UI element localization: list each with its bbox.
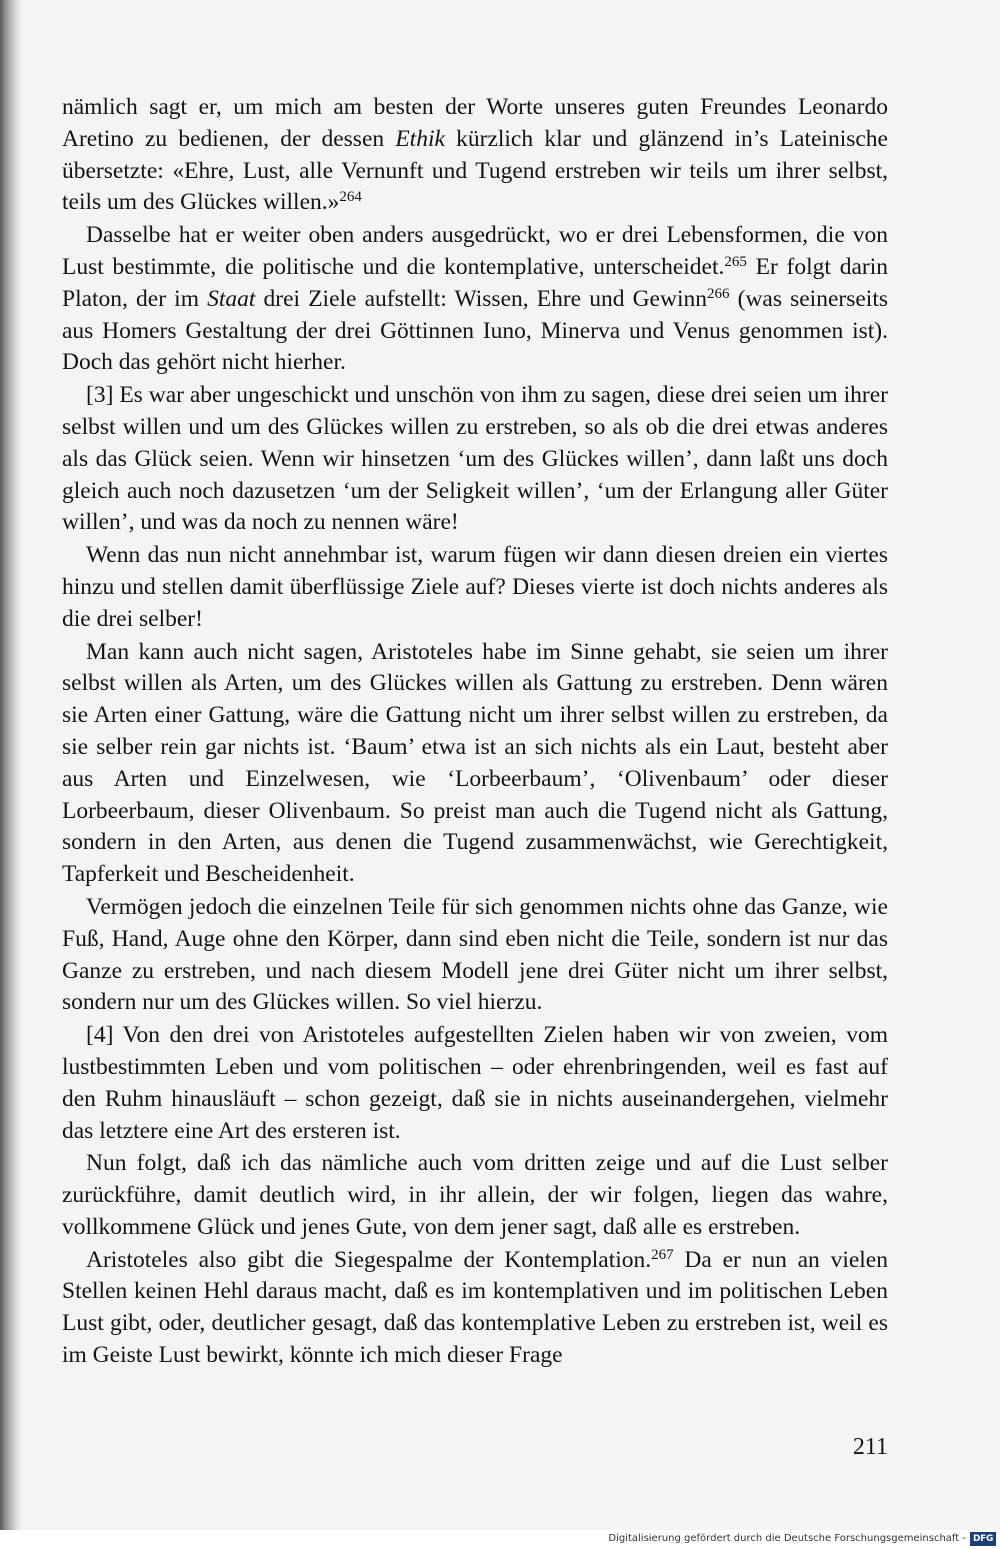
- footnote-ref-264: 264: [339, 189, 362, 206]
- paragraph-8: Nun folgt, daß ich das nämliche auch vom dritten zeige und auf die Lust selber zurückführe, damit deutlich wird, in ihr allein, der wir folgen, liegen das wahre, vollkommene Glück und jenes Gute, von dem jener sagt, daß alle es erstreben.: [62, 1150, 888, 1240]
- paragraph-9: Aristoteles also gibt die Siegespalme der Kontemplation.$^{267}$ Da er nun an vielen Stellen keinen Hehl daraus macht, daß es im kontemplativen und im politischen Leben Lust gibt, oder, deutlicher gesagt, daß das kontemplative Leben zu erstreben ist, weil es im Geiste Lust bewirkt, könnte ich mich dieser Frage: [62, 1246, 888, 1369]
- paragraph-3: [3] Es war aber ungeschickt und unschön von ihm zu sagen, diese drei seien um ihrer selbst willen und um des Glückes willen zu erstreben, so als ob die drei etwas anderes als das Glück seien. Wenn wir hinsetzen ‘um des Glückes willen’, dann laßt uns doch gleich auch noch dazusetzen ‘um der Seligkeit willen’, ‘um der Erlangung aller Güter willen’, und was da noch zu nennen wäre!: [62, 382, 888, 536]
- body-text: [62, 92, 888, 1372]
- paragraph-7: [4] Von den drei von Aristoteles aufgestellten Zielen haben wir von zweien, vom lustbestimmten Leben und vom politischen – oder ehrenbringenden, weil es fast auf den Ruhm hinausläuft – schon gezeigt, daß sie in nichts auseinandergehen, vielmehr das letztere eine Art des ersteren ist.: [62, 1022, 888, 1144]
- digitization-footer: [0, 1530, 1000, 1549]
- paragraph-5: Man kann auch nicht sagen, Aristoteles habe im Sinne gehabt, sie seien um ihrer selbst willen als Arten, um des Glückes willen als Gattung zu erstreben. Denn wären sie Arten einer Gattung, wäre die Gattung nicht um ihrer selbst willen zu erstreben, da sie selber rein gar nichts ist. ‘Baum’ etwa ist an sich nichts als ein Laut, besteht aber aus Arten und Einzelwesen, wie ‘Lorbeerbaum’, ‘Olivenbaum’ oder dieser Lorbeerbaum, dieser Olivenbaum. So preist man auch die Tugend nicht als Gattung, sondern in den Arten, aus denen die Tugend zusammenwächst, wie Gerechtigkeit, Tapferkeit und Bescheidenheit.: [62, 638, 888, 888]
- paragraph-6: Vermögen jedoch die einzelnen Teile für sich genommen nichts ohne das Ganze, wie Fuß, Hand, Auge ohne den Körper, dann sind eben nicht die Teile, sondern ist nur das Ganze zu erstreben, und nach diesem Modell jene drei Güter nicht um ihrer selbst, sondern nur um des Glückes willen. So viel hierzu.: [62, 893, 888, 1016]
- italic-title-staat: Staat: [207, 285, 256, 312]
- dfg-logo: DFG: [970, 1532, 996, 1546]
- paragraph-4: Wenn das nun nicht annehmbar ist, warum fügen wir dann diesen dreien ein viertes hinzu und stellen damit überflüssige Ziele auf? Dieses vierte ist doch nichts anderes als die drei selber!: [62, 542, 888, 632]
- paragraph-2: Dasselbe hat er weiter oben anders ausgedrückt, wo er drei Lebensformen, die von Lust bestimmte, die politische und die kontemplative, unterscheidet.$^{265}$ Er folgt darin Platon, der im Staat drei Ziele aufstellt: Wissen, Ehre und Gewinn$^{266}$ (was seinerseits aus Homers Gestaltung der drei Göttinnen Iuno, Minerva und Venus genommen ist). Doch das gehört nicht hierher.: [62, 222, 888, 376]
- footer-credit-text: Digitalisierung gefördert durch die Deutsche Forschungsgemeinschaft -: [608, 1533, 966, 1544]
- page-number: 211: [852, 1434, 888, 1460]
- footnote-ref-266: 266: [707, 285, 730, 302]
- footnote-ref-267: 267: [651, 1246, 674, 1263]
- footnote-ref-265: 265: [724, 253, 747, 270]
- paragraph-1: nämlich sagt er, um mich am besten der Worte unseres guten Freundes Leonardo Aretino zu bedienen, der dessen Ethik kürzlich klar und glänzend in’s Lateinische übersetzte: «Ehre, Lust, alle Vernunft und Tugend erstreben wir teils um ihrer selbst, teils um des Glückes willen.»$^{264}$: [62, 94, 888, 216]
- binding-shadow: [0, 0, 22, 1530]
- italic-title-ethik: Ethik: [395, 125, 445, 152]
